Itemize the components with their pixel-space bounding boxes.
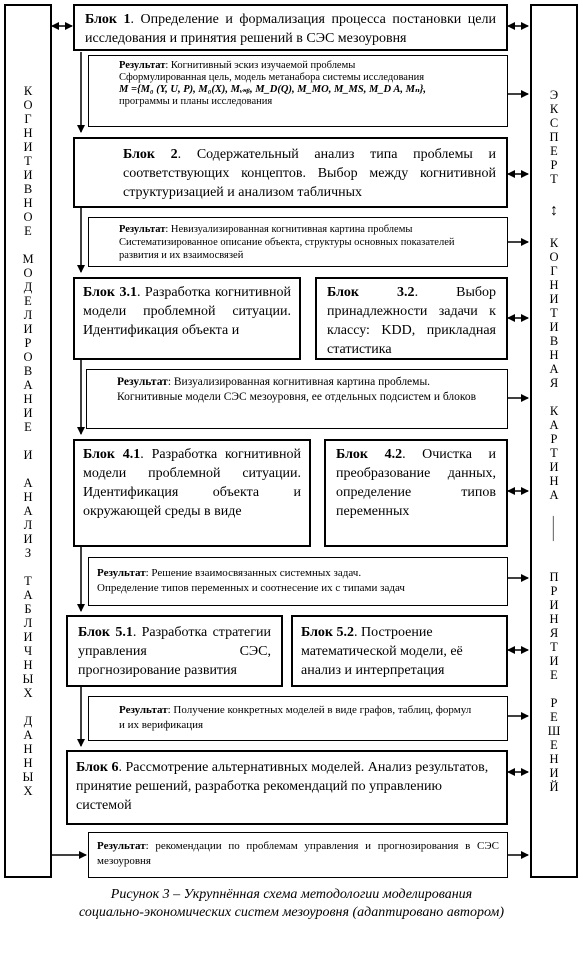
block-5-1-label: Блок 5.1 (78, 625, 133, 640)
result-3-text: : Визуализированная когнитивная картина проблемы. Когнитивные модели СЭС мезоуровня, ее отдельных подсистем и блоков (117, 376, 477, 403)
block-6-label: Блок 6 (76, 760, 119, 775)
block-2 (73, 137, 508, 208)
result-5-text: : Получение конкретных моделей в виде графов, таблиц, формул и их верификация (119, 704, 472, 731)
result-5 (88, 696, 508, 741)
block-4-1-label: Блок 4.1 (83, 447, 141, 462)
result-6-label: Результат (97, 840, 146, 852)
block-3-1-text: . Разработка когнитивной модели проблемной ситуации. Идентификация объекта и (83, 285, 291, 338)
result-6 (88, 832, 508, 878)
result-4-line1: : Решение взаимосвязанных системных задач. (145, 567, 362, 579)
block-6-text: . Рассмотрение альтернативных моделей. Анализ результатов, принятие решений, разработка рекомендаций по управлению системой (76, 760, 489, 813)
block-3-2 (315, 277, 508, 360)
result-2-text: : Невизуализированная когнитивная картина проблемы Систематизированное описание объекта, структуры основных показателей развития и их взаимосвязей (119, 224, 455, 261)
block-3-1 (73, 277, 301, 360)
block-3-2-label: Блок 3.2 (327, 285, 415, 300)
block-1-text: . Определение и формализация процесса постановки цели исследования и принятия решений в СЭС мезоуровня (85, 12, 496, 46)
result-1-line2: Сформулированная цель, модель метанабора системы исследования (119, 72, 425, 83)
block-4-2 (324, 439, 508, 547)
block-1-label: Блок 1 (85, 12, 131, 27)
block-3-1-label: Блок 3.1 (83, 285, 137, 300)
block-2-label: Блок 2 (123, 147, 178, 162)
result-4-label: Результат (97, 567, 146, 579)
block-5-2 (291, 615, 508, 687)
result-4 (88, 557, 508, 606)
right-panel-expert-decisions (530, 4, 578, 878)
block-5-2-label: Блок 5.2 (301, 625, 354, 640)
result-1-line1: : Когнитивный эскиз изучаемой проблемы (165, 60, 356, 71)
block-4-1-text: . Разработка когнитивной модели проблемной ситуации. Идентификация объекта и окружающей среды в виде (83, 447, 301, 519)
block-5-1-text: . Разработка стратегии управления СЭС, прогнозирование развития (78, 625, 271, 678)
caption-line-2: социально-экономических систем мезоуровня (адаптировано автором) (78, 905, 505, 920)
right-panel-letters: Э К С П Е Р Т ↕ К О Г Н И Т И В Н А Я К А Р Т И Н А —— П Р И Н Я Т И Е Р Е Ш Е Н И Й (547, 88, 561, 794)
result-5-label: Результат (119, 704, 168, 716)
block-3-2-text: . Выбор принадлежности задачи к классу: KDD, прикладная статистика (327, 285, 496, 357)
result-1-label: Результат (119, 60, 166, 71)
block-4-1 (73, 439, 311, 547)
result-1 (88, 55, 508, 127)
left-panel-cognitive-modeling (4, 4, 52, 878)
block-1 (73, 4, 508, 51)
result-3 (86, 369, 508, 429)
block-4-2-text: . Очистка и преобразование данных, определение типов переменных (336, 447, 496, 519)
figure-caption (0, 886, 583, 922)
result-2-label: Результат (119, 224, 166, 235)
result-4-line2: Определение типов переменных и соотнесение их с типами задач (97, 582, 405, 594)
block-6 (66, 750, 508, 825)
result-6-text: : рекомендации по проблемам управления и прогнозирования в СЭС мезоуровня (97, 840, 499, 867)
result-1-line4: программы и планы исследования (119, 96, 273, 107)
result-3-label: Результат (117, 376, 168, 388)
block-4-2-label: Блок 4.2 (336, 447, 403, 462)
left-panel-letters: К О Г Н И Т И В Н О Е М О Д Е Л И Р О В А Н И Е И А Н А Л И З Т А Б Л И Ч Н Ы Х Д А Н Н Ы Х (22, 84, 34, 798)
block-5-2-text: . Построение математической модели, её анализ и интерпретация (301, 625, 463, 678)
result-1-formula: M ={M₀ (Y, U, P), M₀(X), Mᵥₛᵦ, M_D(Q), M_MO, M_MS, M_D A, Mₙ}, (119, 84, 427, 95)
caption-line-1: Рисунок 3 – Укрупнённая схема методологии моделирования (110, 887, 473, 902)
result-2 (88, 217, 508, 267)
block-5-1 (66, 615, 283, 687)
block-2-text: . Содержательный анализ типа проблемы и соответствующих концептов. Выбор между когнитивной структуризацией и анализом табличных (123, 147, 497, 200)
